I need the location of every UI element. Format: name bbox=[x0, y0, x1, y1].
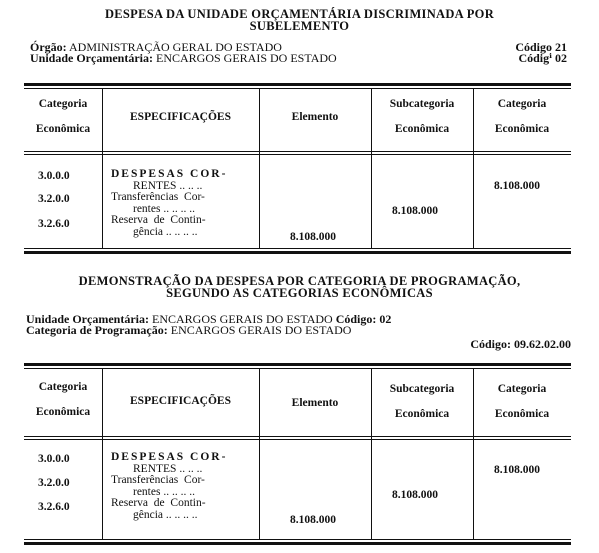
table1-bottom-rule bbox=[24, 251, 571, 254]
table1-header-rule-2 bbox=[24, 154, 571, 155]
programacao-label: Categoria de Programação: bbox=[26, 323, 168, 337]
table1-header-rule bbox=[24, 151, 571, 152]
header-especificacoes: ESPECIFICAÇÕES bbox=[130, 111, 231, 123]
header-especificacoes: ESPECIFICAÇÕES bbox=[130, 395, 231, 407]
spec-line: gência .. .. .. .. bbox=[133, 508, 198, 521]
header-categoria-line1: Categoria bbox=[38, 98, 88, 110]
header-categoria-line2: Econômica bbox=[35, 123, 91, 135]
header-categoria-economica-line1: Categoria bbox=[497, 383, 547, 395]
table2-header-rule bbox=[24, 436, 571, 437]
spec-line: gência .. .. .. .. bbox=[133, 225, 198, 238]
header-categoria-economica-line1: Categoria bbox=[497, 98, 547, 110]
spec-line: Transferências Cor- bbox=[111, 474, 205, 486]
table2-bottom-rule bbox=[24, 542, 571, 545]
table1-bottom-rule-thin bbox=[24, 248, 571, 249]
header-elemento: Elemento bbox=[291, 397, 339, 409]
code-cell: 3.2.0.0 bbox=[38, 193, 70, 205]
spec-cell bbox=[111, 169, 249, 238]
table2-top-rule-thin bbox=[24, 368, 571, 369]
section1-title-line2: SUBELEMENTO bbox=[249, 19, 350, 33]
header-categoria-economica-line2: Econômica bbox=[494, 123, 550, 135]
elemento-value: 8.108.000 bbox=[290, 514, 336, 526]
header-categoria-economica-line2: Econômica bbox=[494, 408, 550, 420]
table1-top-rule-thin bbox=[24, 88, 571, 89]
spec-line: Reserva de Contin- bbox=[111, 214, 206, 226]
header-subcategoria bbox=[371, 383, 473, 421]
spec-line: RENTES .. .. .. bbox=[133, 462, 203, 475]
programacao-value: ENCARGOS GERAIS DO ESTADO bbox=[170, 323, 352, 337]
spec-line: DESPESAS COR- bbox=[111, 451, 228, 463]
programacao-code: Código: 09.62.02.00 bbox=[470, 337, 571, 351]
header-categoria-line2: Econômica bbox=[35, 406, 91, 418]
header-subcategoria-line2: Econômica bbox=[394, 123, 450, 135]
header-categoria bbox=[24, 381, 102, 419]
section1-title bbox=[0, 8, 599, 32]
table2-header-rule-2 bbox=[24, 439, 571, 440]
spec-line: DESPESAS COR- bbox=[111, 168, 228, 180]
spec-line: rentes .. .. .. .. bbox=[133, 202, 195, 215]
orgao-code: Código 21 bbox=[515, 40, 567, 54]
spec-line: Transferências Cor- bbox=[111, 191, 205, 203]
unidade2-code: Código: 02 bbox=[335, 312, 392, 326]
section2-title-line1: DEMONSTRAÇÃO DA DESPESA POR CATEGORIA DE PROGRAMAÇÃO, bbox=[78, 274, 521, 288]
header-subcategoria-line2: Econômica bbox=[394, 408, 450, 420]
unidade-label: Unidade Orçamentária: bbox=[30, 51, 153, 65]
spec-cell bbox=[111, 452, 249, 521]
code-cell: 3.0.0.0 bbox=[38, 170, 70, 182]
unidade2-label: Unidade Orçamentária: bbox=[26, 312, 149, 326]
unidade2-value: ENCARGOS GERAIS DO ESTADO bbox=[151, 312, 333, 326]
header-categoria-line1: Categoria bbox=[38, 381, 88, 393]
section1-title-line1: DESPESA DA UNIDADE ORÇAMENTÁRIA DISCRIMINADA POR bbox=[104, 7, 495, 21]
code-cell: 3.0.0.0 bbox=[38, 453, 70, 465]
header-subcategoria-line1: Subcategoria bbox=[389, 98, 455, 110]
programacao-line bbox=[26, 325, 571, 336]
header-elemento: Elemento bbox=[291, 111, 339, 123]
code-cell: 3.2.0.0 bbox=[38, 477, 70, 489]
unidade-value: ENCARGOS GERAIS DO ESTADO bbox=[155, 51, 337, 65]
table2-divider bbox=[259, 369, 260, 539]
spec-line: Reserva de Contin- bbox=[111, 497, 206, 509]
subcategoria-value: 8.108.000 bbox=[392, 489, 438, 501]
table2-bottom-rule-thin bbox=[24, 539, 571, 540]
header-categoria bbox=[24, 98, 102, 136]
orgao-value: ADMINISTRAÇÃO GERAL DO ESTADO bbox=[69, 40, 282, 54]
elemento-value: 8.108.000 bbox=[290, 231, 336, 243]
spec-line: RENTES .. .. .. bbox=[133, 179, 203, 192]
table2-top-rule bbox=[24, 363, 571, 366]
header-subcategoria-line1: Subcategoria bbox=[389, 383, 455, 395]
header-categoria-economica bbox=[473, 98, 571, 136]
categoria-value: 8.108.000 bbox=[494, 180, 540, 192]
unidade-line bbox=[30, 53, 567, 64]
subcategoria-value: 8.108.000 bbox=[392, 205, 438, 217]
table1-top-rule bbox=[24, 83, 571, 86]
categoria-value: 8.108.000 bbox=[494, 464, 540, 476]
unidade-code: Códigⁱ 02 bbox=[518, 51, 567, 65]
spec-line: rentes .. .. .. .. bbox=[133, 485, 195, 498]
code-cell: 3.2.6.0 bbox=[38, 501, 70, 513]
header-subcategoria bbox=[371, 98, 473, 136]
header-categoria-economica bbox=[473, 383, 571, 421]
section2-title-line2: SEGUNDO AS CATEGORIAS ECONÔMICAS bbox=[166, 286, 433, 300]
section2-title bbox=[0, 275, 599, 299]
code-cell: 3.2.6.0 bbox=[38, 218, 70, 230]
orgao-label: Órgão: bbox=[30, 40, 67, 54]
